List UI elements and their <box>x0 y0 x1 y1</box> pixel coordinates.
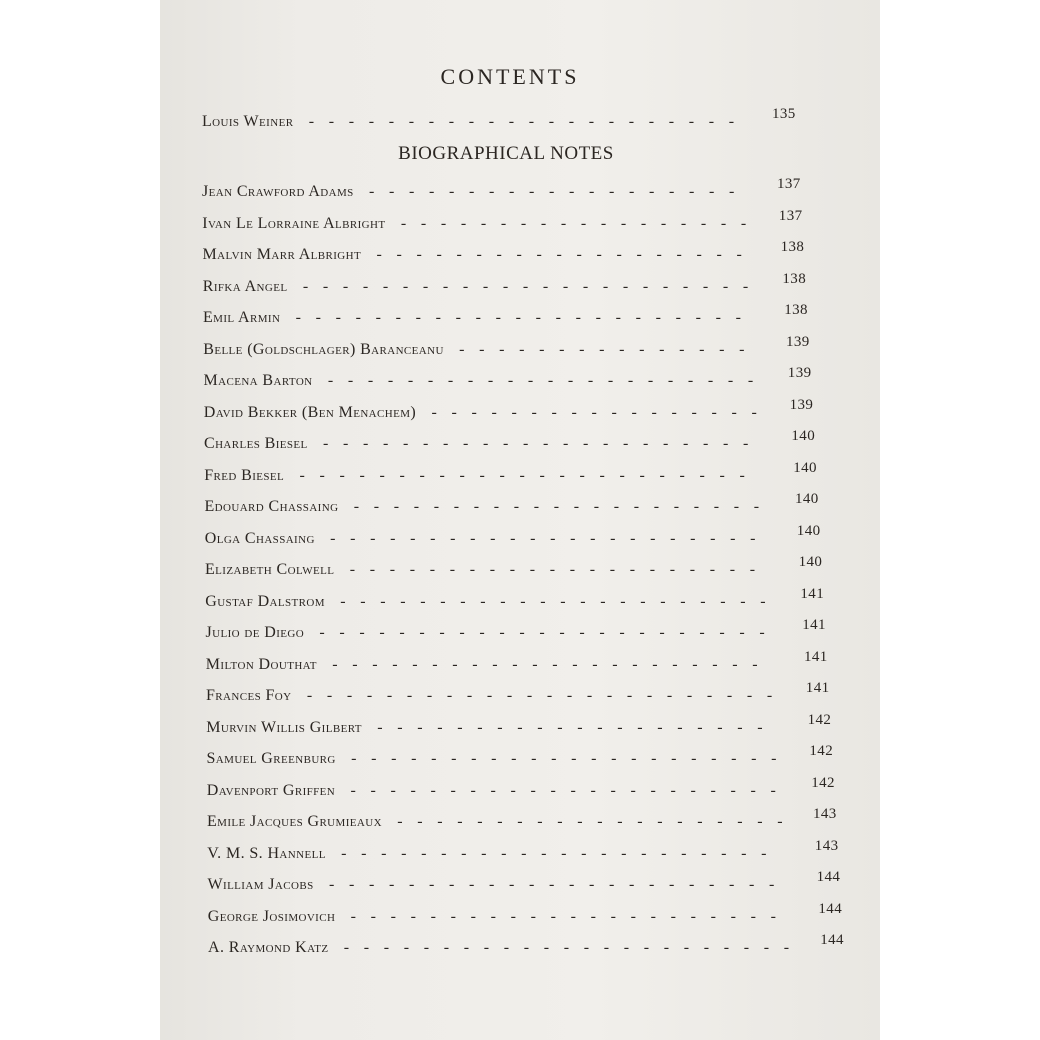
dot-leader: - - - - - - - - - - - - - - - - - - - - - - - <box>299 467 745 484</box>
toc-entry <box>207 806 867 834</box>
toc-entry <box>206 743 867 771</box>
dot-leader: - - - - - - - - - - - - - - - - - - - - - - <box>308 113 735 130</box>
entry-page-number: 137 <box>777 176 801 192</box>
dot-leader: - - - - - - - - - - - - - - - - - - - - - - - <box>328 876 775 893</box>
toc-entry <box>205 554 865 582</box>
dot-leader: - - - - - - - - - - - - - - - - - - - - - - <box>350 782 776 799</box>
dot-leader: - - - - - - - - - - - - - - - - - - - - - - <box>341 845 767 862</box>
entry-name: Davenport Griffen <box>206 782 336 799</box>
entry-page-number: 139 <box>789 397 814 413</box>
dot-leader: - - - - - - - - - - - - - - - - - - - <box>376 246 742 263</box>
dot-leader: - - - - - - - - - - - - - - - - - - - - - - <box>323 435 749 452</box>
entry-name: Ivan Le Lorraine Albright <box>202 215 386 232</box>
biographical-notes-heading: BIOGRAPHICAL NOTES <box>398 143 614 164</box>
entry-page-number: 139 <box>786 334 810 350</box>
entry-page-number: 140 <box>795 491 819 507</box>
entry-page-number: 142 <box>807 712 832 728</box>
toc-entry <box>206 775 867 803</box>
toc-entry <box>208 932 868 960</box>
entry-name: Emil Armin <box>203 309 281 326</box>
entry-name: Macena Barton <box>203 372 313 389</box>
toc-entry <box>204 523 865 551</box>
dot-leader: - - - - - - - - - - - - - - - - - - - - - - <box>332 656 758 673</box>
entry-page-number: 137 <box>778 208 803 224</box>
entry-page-number: 144 <box>818 901 843 917</box>
entry-page-number: 138 <box>780 239 805 255</box>
entry-name: William Jacobs <box>207 876 314 893</box>
entry-name: Milton Douthat <box>205 656 317 673</box>
entry-name: George Josimovich <box>207 908 336 925</box>
entry-name: Murvin Willis Gilbert <box>206 719 362 736</box>
toc-entry <box>203 302 863 330</box>
entry-page-number: 143 <box>814 838 839 854</box>
entry-page-number: 140 <box>791 428 816 444</box>
dot-leader: - - - - - - - - - - - - - - - - - - - <box>369 183 735 200</box>
entry-name: Elizabeth Colwell <box>205 561 335 578</box>
entry-page-number: 138 <box>782 271 807 287</box>
book-page <box>160 0 880 1040</box>
contents-heading: CONTENTS <box>440 64 580 89</box>
dot-leader: - - - - - - - - - - - - - - - - - - - - <box>377 719 763 736</box>
entry-name: Frances Foy <box>206 687 292 704</box>
entry-page-number: 138 <box>784 302 808 318</box>
toc-entry <box>206 712 866 740</box>
dot-leader: - - - - - - - - - - - - - - - - - - - - - <box>353 498 760 515</box>
dot-leader: - - - - - - - - - - - - - - - - - - - - - <box>349 561 756 578</box>
toc-entry <box>202 106 862 134</box>
toc-entry <box>207 838 867 866</box>
entry-name: Rifka Angel <box>202 278 288 295</box>
entry-page-number: 143 <box>813 806 837 822</box>
entry-page-number: 141 <box>804 649 828 665</box>
entry-name: Edouard Chassaing <box>204 498 339 515</box>
toc-entry <box>205 586 865 614</box>
dot-leader: - - - - - - - - - - - - - - - - - - - - - - - <box>295 309 741 326</box>
toc-entry <box>202 208 862 236</box>
toc-entry <box>205 649 866 677</box>
entry-page-number: 135 <box>772 106 796 122</box>
entry-page-number: 142 <box>811 775 835 791</box>
toc-entry <box>204 491 865 519</box>
entry-name: Julio de Diego <box>205 624 305 641</box>
dot-leader: - - - - - - - - - - - - - - - - - - <box>400 215 747 232</box>
toc-entry <box>203 365 864 393</box>
toc-entry <box>205 617 866 645</box>
entry-page-number: 142 <box>809 743 834 759</box>
entry-name: Belle (Goldschlager) Baranceanu <box>203 341 444 358</box>
toc-entry <box>207 869 868 897</box>
toc-entry <box>207 901 868 929</box>
dot-leader: - - - - - - - - - - - - - - - - - <box>431 404 757 421</box>
toc-entry <box>202 176 862 204</box>
entry-name: Louis Weiner <box>202 113 294 130</box>
entry-name: David Bekker (Ben Menachem) <box>203 404 417 421</box>
entry-name: Charles Biesel <box>204 435 308 452</box>
entry-page-number: 141 <box>800 586 825 602</box>
dot-leader: - - - - - - - - - - - - - - - - - - - - - - - - <box>306 687 773 704</box>
entry-name: A. Raymond Katz <box>208 939 329 956</box>
entry-page-number: 140 <box>796 523 821 539</box>
entry-name: Samuel Greenburg <box>206 750 336 767</box>
entry-page-number: 141 <box>805 680 830 696</box>
entry-page-number: 144 <box>820 932 844 948</box>
entry-page-number: 140 <box>793 460 817 476</box>
dot-leader: - - - - - - - - - - - - - - - <box>459 341 745 358</box>
entry-name: V. M. S. Hannell <box>207 845 326 862</box>
entry-name: Fred Biesel <box>204 467 285 484</box>
entry-page-number: 141 <box>802 617 826 633</box>
entry-name: Malvin Marr Albright <box>202 246 362 263</box>
dot-leader: - - - - - - - - - - - - - - - - - - - - - - <box>327 372 754 389</box>
dot-leader: - - - - - - - - - - - - - - - - - - - - - - <box>340 593 766 610</box>
toc-entry <box>203 397 864 425</box>
dot-leader: - - - - - - - - - - - - - - - - - - - - - - <box>350 908 776 925</box>
entry-name: Jean Crawford Adams <box>202 183 354 200</box>
dot-leader: - - - - - - - - - - - - - - - - - - - - - - - <box>302 278 749 295</box>
dot-leader: - - - - - - - - - - - - - - - - - - - - - - <box>330 530 756 547</box>
dot-leader: - - - - - - - - - - - - - - - - - - - - - - <box>351 750 777 767</box>
toc-entry <box>206 680 866 708</box>
toc-entry <box>204 460 864 488</box>
dot-leader: - - - - - - - - - - - - - - - - - - - - <box>397 813 783 830</box>
toc-entry <box>203 334 863 362</box>
entry-name: Gustaf Dalstrom <box>205 593 325 610</box>
entry-page-number: 144 <box>816 869 841 885</box>
toc-entry <box>202 271 863 299</box>
dot-leader: - - - - - - - - - - - - - - - - - - - - - - - <box>319 624 765 641</box>
entry-name: Olga Chassaing <box>204 530 315 547</box>
toc-entry <box>202 239 863 267</box>
dot-leader: - - - - - - - - - - - - - - - - - - - - - - - <box>343 939 790 956</box>
toc-entry <box>204 428 864 456</box>
entry-page-number: 139 <box>787 365 812 381</box>
entry-name: Emile Jacques Grumieaux <box>207 813 382 830</box>
entry-page-number: 140 <box>798 554 823 570</box>
